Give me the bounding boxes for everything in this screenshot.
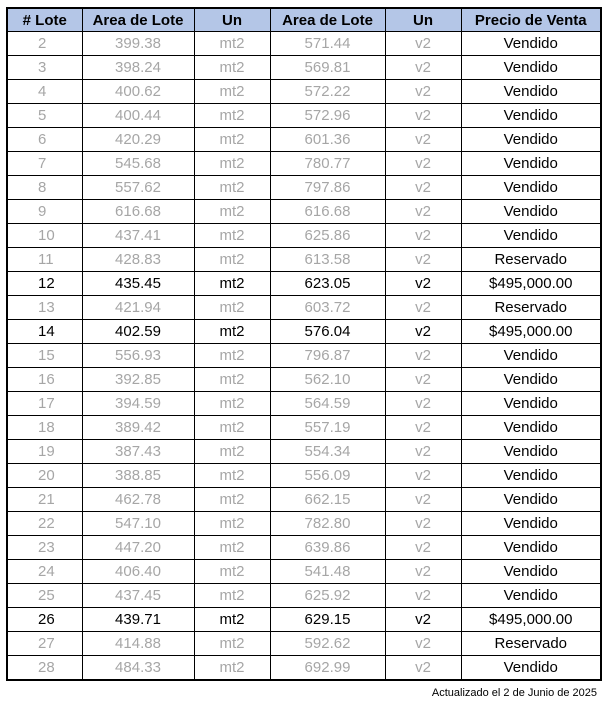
cell-area-m2: 394.59 <box>82 392 194 416</box>
table-row <box>7 320 601 344</box>
cell-area-m2: 400.62 <box>82 80 194 104</box>
cell-unit-v2: v2 <box>385 152 461 176</box>
cell-area-m2: 400.44 <box>82 104 194 128</box>
cell-area-v2: 601.36 <box>270 128 385 152</box>
cell-area-m2: 437.41 <box>82 224 194 248</box>
cell-area-v2: 625.86 <box>270 224 385 248</box>
cell-unit-v2: v2 <box>385 368 461 392</box>
cell-unit-v2: v2 <box>385 536 461 560</box>
cell-area-m2: 616.68 <box>82 200 194 224</box>
cell-area-v2: 797.86 <box>270 176 385 200</box>
cell-lote: 6 <box>7 128 82 152</box>
cell-unit-v2: v2 <box>385 320 461 344</box>
cell-price: Vendido <box>461 128 601 152</box>
cell-unit-m2: mt2 <box>194 56 270 80</box>
cell-area-m2: 399.38 <box>82 32 194 56</box>
cell-price: Vendido <box>461 512 601 536</box>
cell-unit-v2: v2 <box>385 440 461 464</box>
cell-lote: 4 <box>7 80 82 104</box>
cell-lote: 11 <box>7 248 82 272</box>
cell-area-m2: 421.94 <box>82 296 194 320</box>
cell-area-m2: 389.42 <box>82 416 194 440</box>
cell-area-m2: 462.78 <box>82 488 194 512</box>
cell-unit-v2: v2 <box>385 200 461 224</box>
cell-lote: 9 <box>7 200 82 224</box>
cell-price: Vendido <box>461 32 601 56</box>
cell-area-m2: 402.59 <box>82 320 194 344</box>
table-row <box>7 176 601 200</box>
cell-unit-v2: v2 <box>385 296 461 320</box>
cell-unit-m2: mt2 <box>194 272 270 296</box>
table-row <box>7 152 601 176</box>
table-row <box>7 32 601 56</box>
cell-unit-m2: mt2 <box>194 392 270 416</box>
cell-price: Reservado <box>461 632 601 656</box>
cell-lote: 10 <box>7 224 82 248</box>
cell-unit-v2: v2 <box>385 248 461 272</box>
cell-area-v2: 562.10 <box>270 368 385 392</box>
table-row <box>7 272 601 296</box>
cell-area-v2: 662.15 <box>270 488 385 512</box>
table-row <box>7 512 601 536</box>
cell-unit-m2: mt2 <box>194 488 270 512</box>
cell-area-v2: 796.87 <box>270 344 385 368</box>
cell-unit-m2: mt2 <box>194 200 270 224</box>
cell-area-v2: 692.99 <box>270 656 385 681</box>
cell-area-v2: 782.80 <box>270 512 385 536</box>
cell-area-m2: 447.20 <box>82 536 194 560</box>
table-row <box>7 584 601 608</box>
cell-lote: 8 <box>7 176 82 200</box>
cell-area-m2: 437.45 <box>82 584 194 608</box>
cell-lote: 17 <box>7 392 82 416</box>
table-row <box>7 560 601 584</box>
table-row <box>7 104 601 128</box>
cell-area-v2: 541.48 <box>270 560 385 584</box>
cell-area-m2: 428.83 <box>82 248 194 272</box>
cell-area-m2: 392.85 <box>82 368 194 392</box>
cell-lote: 19 <box>7 440 82 464</box>
cell-area-v2: 571.44 <box>270 32 385 56</box>
cell-area-v2: 623.05 <box>270 272 385 296</box>
cell-lote: 25 <box>7 584 82 608</box>
cell-unit-v2: v2 <box>385 464 461 488</box>
cell-price: Vendido <box>461 656 601 681</box>
cell-unit-v2: v2 <box>385 560 461 584</box>
cell-unit-v2: v2 <box>385 272 461 296</box>
cell-unit-v2: v2 <box>385 416 461 440</box>
cell-unit-m2: mt2 <box>194 296 270 320</box>
cell-area-v2: 592.62 <box>270 632 385 656</box>
cell-area-v2: 572.96 <box>270 104 385 128</box>
cell-lote: 13 <box>7 296 82 320</box>
cell-price: Vendido <box>461 584 601 608</box>
cell-area-v2: 780.77 <box>270 152 385 176</box>
cell-area-v2: 639.86 <box>270 536 385 560</box>
cell-price: Vendido <box>461 176 601 200</box>
cell-unit-m2: mt2 <box>194 584 270 608</box>
cell-price: Vendido <box>461 392 601 416</box>
cell-area-m2: 484.33 <box>82 656 194 681</box>
cell-unit-m2: mt2 <box>194 560 270 584</box>
table-row <box>7 536 601 560</box>
header-row <box>7 8 601 32</box>
cell-unit-v2: v2 <box>385 392 461 416</box>
cell-unit-v2: v2 <box>385 32 461 56</box>
table-row <box>7 488 601 512</box>
col-header-unit-m2: Un <box>194 8 270 32</box>
table-row <box>7 464 601 488</box>
cell-lote: 27 <box>7 632 82 656</box>
cell-unit-v2: v2 <box>385 80 461 104</box>
cell-price: Vendido <box>461 152 601 176</box>
cell-unit-v2: v2 <box>385 104 461 128</box>
cell-unit-m2: mt2 <box>194 32 270 56</box>
cell-area-m2: 414.88 <box>82 632 194 656</box>
cell-lote: 28 <box>7 656 82 681</box>
cell-unit-v2: v2 <box>385 176 461 200</box>
col-header-price: Precio de Venta <box>461 8 601 32</box>
cell-lote: 21 <box>7 488 82 512</box>
cell-price: Vendido <box>461 224 601 248</box>
table-row <box>7 368 601 392</box>
cell-unit-v2: v2 <box>385 512 461 536</box>
cell-area-v2: 613.58 <box>270 248 385 272</box>
cell-area-v2: 556.09 <box>270 464 385 488</box>
last-updated-note: Actualizado el 2 de Junio de 2025 <box>431 687 597 699</box>
table-row <box>7 224 601 248</box>
table-row <box>7 56 601 80</box>
cell-area-v2: 557.19 <box>270 416 385 440</box>
cell-area-v2: 569.81 <box>270 56 385 80</box>
cell-unit-v2: v2 <box>385 224 461 248</box>
cell-unit-m2: mt2 <box>194 416 270 440</box>
cell-area-v2: 616.68 <box>270 200 385 224</box>
lot-price-table <box>6 7 602 681</box>
table-row <box>7 608 601 632</box>
cell-area-m2: 387.43 <box>82 440 194 464</box>
cell-area-m2: 406.40 <box>82 560 194 584</box>
cell-unit-v2: v2 <box>385 344 461 368</box>
cell-area-m2: 439.71 <box>82 608 194 632</box>
cell-lote: 14 <box>7 320 82 344</box>
table-row <box>7 200 601 224</box>
cell-price: Vendido <box>461 536 601 560</box>
cell-area-m2: 388.85 <box>82 464 194 488</box>
cell-lote: 15 <box>7 344 82 368</box>
cell-lote: 2 <box>7 32 82 56</box>
cell-unit-m2: mt2 <box>194 512 270 536</box>
cell-unit-v2: v2 <box>385 56 461 80</box>
cell-area-v2: 625.92 <box>270 584 385 608</box>
cell-unit-v2: v2 <box>385 128 461 152</box>
cell-price: $495,000.00 <box>461 272 601 296</box>
cell-price: Vendido <box>461 560 601 584</box>
cell-unit-m2: mt2 <box>194 104 270 128</box>
cell-price: $495,000.00 <box>461 320 601 344</box>
cell-area-v2: 564.59 <box>270 392 385 416</box>
cell-area-v2: 572.22 <box>270 80 385 104</box>
cell-unit-m2: mt2 <box>194 368 270 392</box>
cell-unit-m2: mt2 <box>194 152 270 176</box>
cell-area-m2: 557.62 <box>82 176 194 200</box>
cell-unit-v2: v2 <box>385 608 461 632</box>
cell-area-m2: 556.93 <box>82 344 194 368</box>
cell-price: Vendido <box>461 104 601 128</box>
cell-lote: 18 <box>7 416 82 440</box>
cell-price: $495,000.00 <box>461 608 601 632</box>
table-row <box>7 248 601 272</box>
cell-unit-v2: v2 <box>385 632 461 656</box>
cell-unit-m2: mt2 <box>194 344 270 368</box>
cell-unit-m2: mt2 <box>194 224 270 248</box>
cell-unit-m2: mt2 <box>194 608 270 632</box>
table-row <box>7 416 601 440</box>
cell-lote: 22 <box>7 512 82 536</box>
cell-price: Vendido <box>461 200 601 224</box>
table-row <box>7 440 601 464</box>
cell-price: Vendido <box>461 488 601 512</box>
col-header-unit-v2: Un <box>385 8 461 32</box>
cell-unit-v2: v2 <box>385 656 461 681</box>
cell-area-m2: 420.29 <box>82 128 194 152</box>
col-header-area-m2: Area de Lote <box>82 8 194 32</box>
cell-price: Vendido <box>461 368 601 392</box>
table-row <box>7 296 601 320</box>
table-row <box>7 344 601 368</box>
cell-area-m2: 398.24 <box>82 56 194 80</box>
cell-area-m2: 435.45 <box>82 272 194 296</box>
cell-unit-m2: mt2 <box>194 536 270 560</box>
cell-unit-m2: mt2 <box>194 632 270 656</box>
cell-lote: 12 <box>7 272 82 296</box>
cell-unit-m2: mt2 <box>194 320 270 344</box>
cell-lote: 3 <box>7 56 82 80</box>
cell-price: Vendido <box>461 56 601 80</box>
table-row <box>7 656 601 681</box>
cell-unit-v2: v2 <box>385 488 461 512</box>
col-header-area-v2: Area de Lote <box>270 8 385 32</box>
cell-price: Vendido <box>461 440 601 464</box>
cell-area-m2: 545.68 <box>82 152 194 176</box>
table-row <box>7 128 601 152</box>
cell-price: Vendido <box>461 416 601 440</box>
cell-area-v2: 554.34 <box>270 440 385 464</box>
col-header-lote: # Lote <box>7 8 82 32</box>
cell-area-m2: 547.10 <box>82 512 194 536</box>
cell-lote: 16 <box>7 368 82 392</box>
cell-lote: 23 <box>7 536 82 560</box>
cell-price: Vendido <box>461 464 601 488</box>
cell-lote: 20 <box>7 464 82 488</box>
cell-unit-m2: mt2 <box>194 440 270 464</box>
cell-unit-m2: mt2 <box>194 80 270 104</box>
cell-lote: 26 <box>7 608 82 632</box>
cell-unit-m2: mt2 <box>194 248 270 272</box>
cell-unit-m2: mt2 <box>194 176 270 200</box>
cell-price: Reservado <box>461 248 601 272</box>
cell-price: Vendido <box>461 344 601 368</box>
cell-unit-v2: v2 <box>385 584 461 608</box>
table-row <box>7 632 601 656</box>
cell-area-v2: 576.04 <box>270 320 385 344</box>
cell-area-v2: 603.72 <box>270 296 385 320</box>
cell-lote: 24 <box>7 560 82 584</box>
cell-price: Reservado <box>461 296 601 320</box>
cell-lote: 7 <box>7 152 82 176</box>
cell-unit-m2: mt2 <box>194 464 270 488</box>
cell-unit-m2: mt2 <box>194 128 270 152</box>
cell-lote: 5 <box>7 104 82 128</box>
cell-unit-m2: mt2 <box>194 656 270 681</box>
cell-area-v2: 629.15 <box>270 608 385 632</box>
table-row <box>7 80 601 104</box>
cell-price: Vendido <box>461 80 601 104</box>
table-row <box>7 392 601 416</box>
